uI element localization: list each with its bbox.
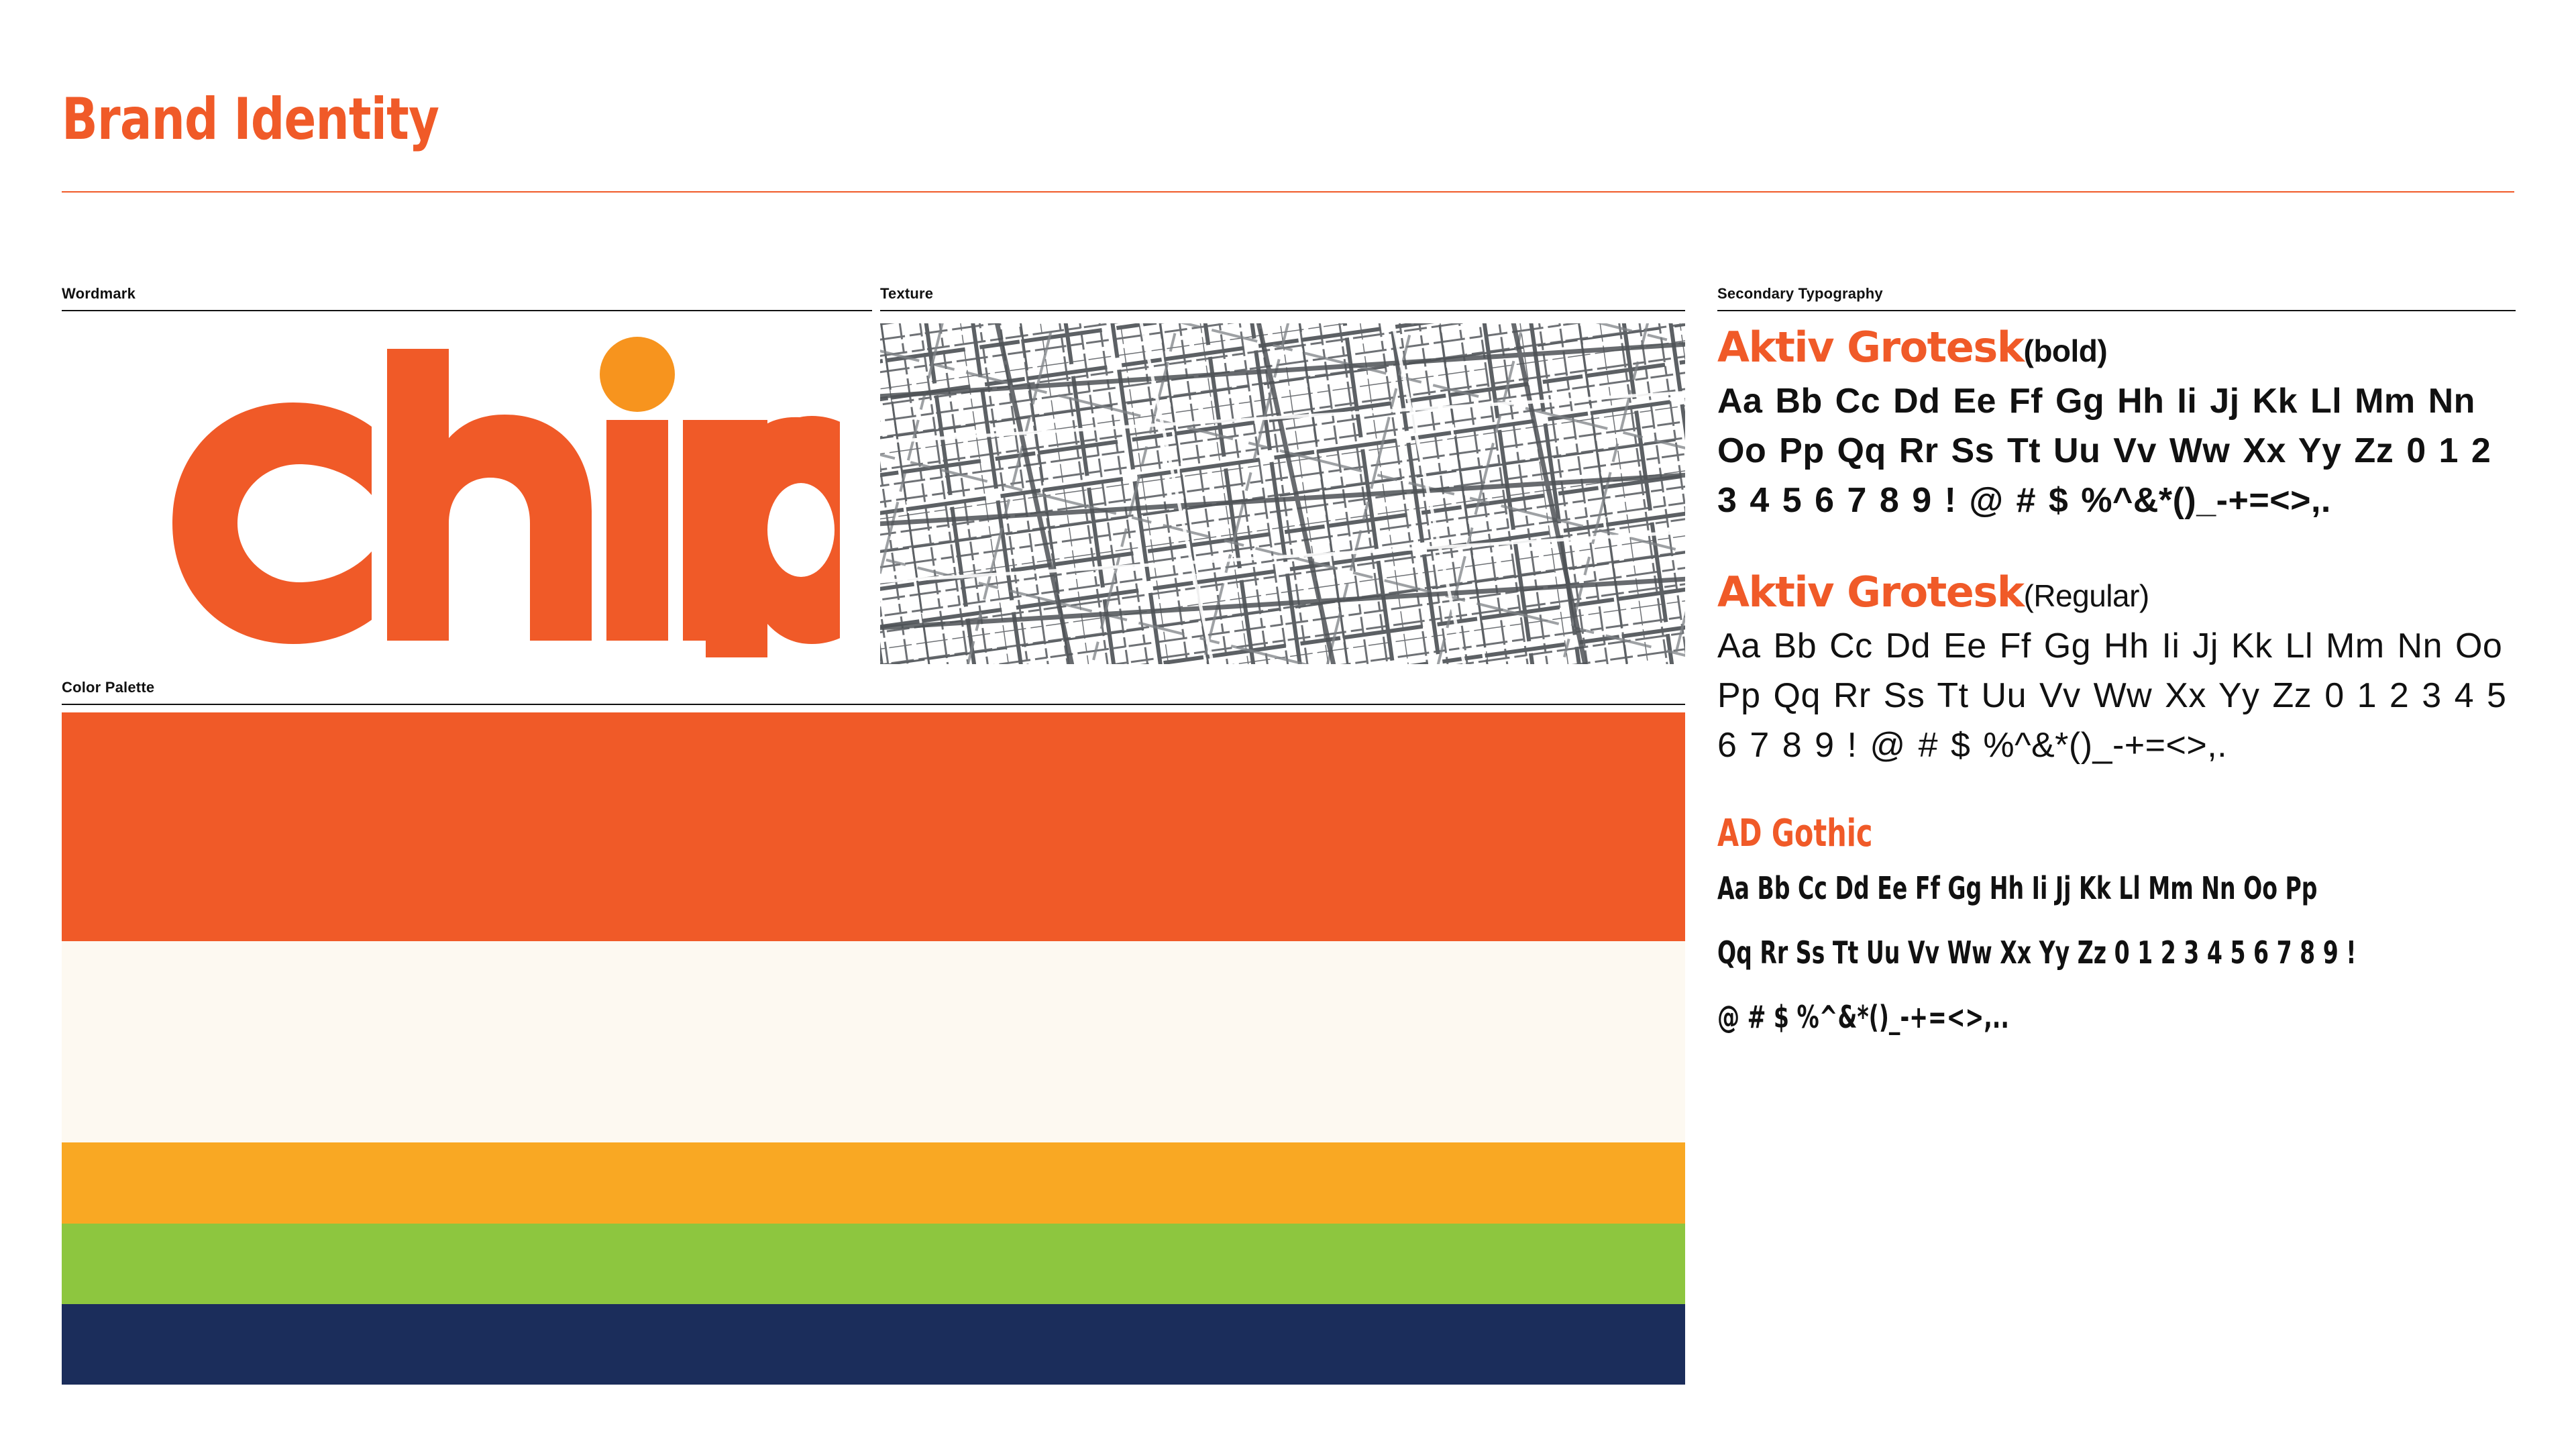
- wordmark-divider: [62, 310, 872, 311]
- section-label-wordmark: Wordmark: [62, 285, 136, 302]
- typeface-glyphs-adgothic-line-2: Qq Rr Ss Tt Uu Vv Ww Xx Yy Zz 0 1 2 3 4 5 6 7 8 9 !: [1717, 934, 2357, 971]
- typeface-weight-regular: (Regular): [2023, 578, 2149, 613]
- typeface-glyphs-adgothic-line-3: @ # $ %^&*()_-+=<>,..: [1717, 999, 2009, 1035]
- typeface-name-bold: Aktiv Grotesk: [1717, 323, 2024, 372]
- page-title: Brand Identity: [62, 86, 439, 153]
- typeface-specimen-regular: [1717, 567, 2522, 770]
- typeface-specimen-bold: [1717, 322, 2522, 525]
- section-label-texture: Texture: [880, 285, 934, 302]
- typeface-name-regular: Aktiv Grotesk: [1717, 568, 2024, 616]
- secondary-typography-divider: [1717, 310, 2516, 311]
- color-palette-divider: [62, 704, 1685, 705]
- color-palette-panel: [62, 712, 1685, 1385]
- color-swatch-orange: [62, 712, 1685, 941]
- typeface-glyphs-adgothic-line-1: Aa Bb Cc Dd Ee Ff Gg Hh Ii Jj Kk Ll Mm Nn Oo Pp: [1717, 870, 2318, 906]
- typeface-specimen-adgothic: [1717, 812, 2522, 1049]
- title-divider: [62, 191, 2514, 193]
- chirp-wordmark-logo: [122, 329, 840, 657]
- typeface-glyphs-regular: Aa Bb Cc Dd Ee Ff Gg Hh Ii Jj Kk Ll Mm Nn Oo Pp Qq Rr Ss Tt Uu Vv Ww Xx Yy Zz 0 1 2 3 4 5 6 7 8 9 ! @ # $ %^&*()_-+=<>,.: [1717, 627, 2507, 765]
- typeface-weight-bold: (bold): [2023, 333, 2108, 368]
- typeface-glyphs-bold: Aa Bb Cc Dd Ee Ff Gg Hh Ii Jj Kk Ll Mm Nn Oo Pp Qq Rr Ss Tt Uu Vv Ww Xx Yy Zz 0 1 2 3 4 5 6 7 8 9 ! @ # $ %^&*()_-+=<>,.: [1717, 382, 2491, 520]
- color-swatch-green: [62, 1224, 1685, 1304]
- secondary-typography-panel: [1717, 322, 2522, 1091]
- color-swatch-yellow: [62, 1142, 1685, 1223]
- section-label-secondary-typography: Secondary Typography: [1717, 285, 1883, 302]
- color-swatch-navy: [62, 1304, 1685, 1385]
- page-title-block: [62, 87, 2517, 152]
- street-grid-texture-icon: [880, 323, 1685, 664]
- logo-dot: [600, 337, 675, 412]
- typeface-name-adgothic: AD Gothic: [1717, 812, 1873, 855]
- color-swatch-cream: [62, 941, 1685, 1143]
- section-label-color-palette: Color Palette: [62, 679, 155, 696]
- wordmark-panel: [62, 315, 872, 667]
- texture-divider: [880, 310, 1685, 311]
- texture-panel: [880, 323, 1685, 664]
